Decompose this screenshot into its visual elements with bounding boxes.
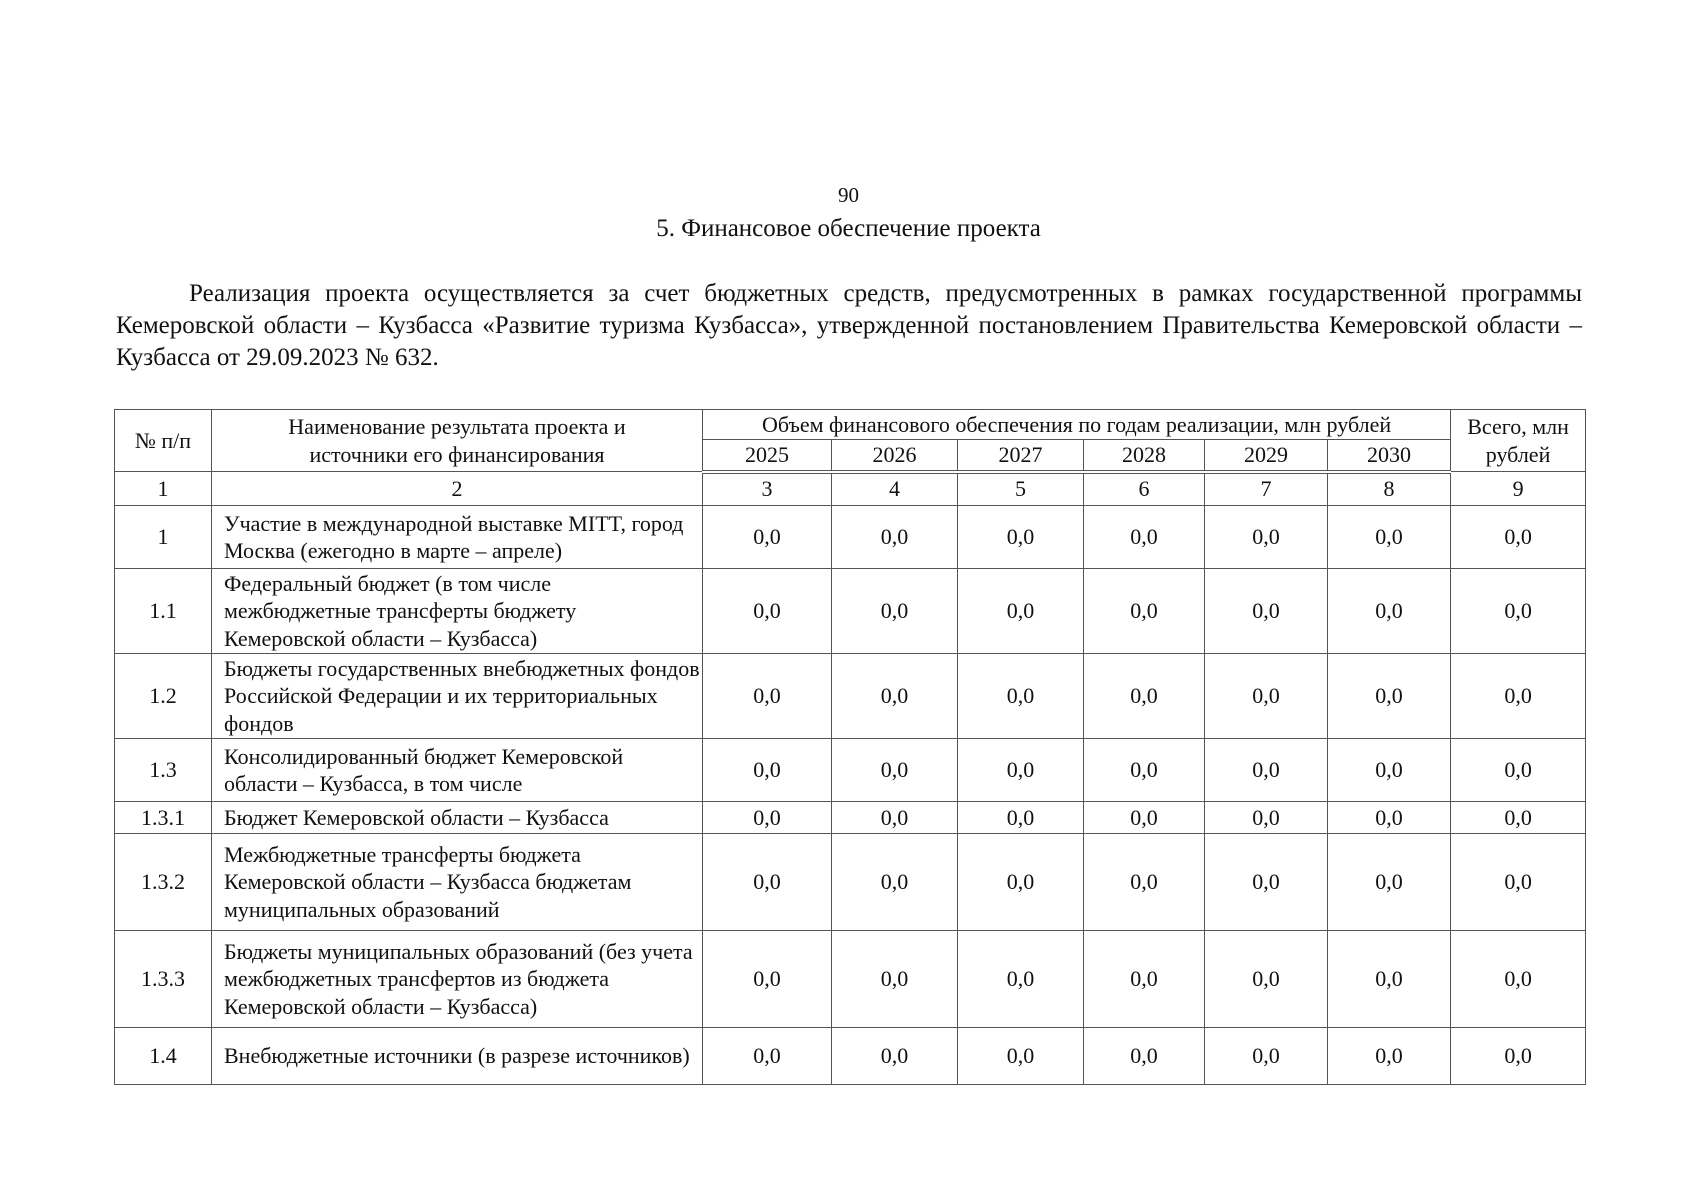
row-name: Консолидированный бюджет Кемеровской области – Кузбасса, в том числе	[212, 739, 703, 802]
row-number: 1.3.3	[115, 931, 212, 1028]
row-value: 0,0	[958, 802, 1084, 834]
row-value: 0,0	[703, 802, 832, 834]
header-num: № п/п	[115, 410, 212, 472]
row-total: 0,0	[1451, 569, 1586, 654]
table-row	[115, 739, 1586, 802]
financing-table	[114, 409, 1586, 1085]
row-value: 0,0	[1084, 802, 1205, 834]
row-value: 0,0	[958, 1028, 1084, 1085]
row-value: 0,0	[1205, 654, 1328, 739]
column-number-row	[115, 472, 1586, 506]
row-value: 0,0	[1205, 834, 1328, 931]
row-total: 0,0	[1451, 506, 1586, 569]
header-year: 2028	[1084, 440, 1205, 472]
row-total: 0,0	[1451, 1028, 1586, 1085]
table-row	[115, 654, 1586, 739]
header-year: 2025	[703, 440, 832, 472]
row-name: Внебюджетные источники (в разрезе источников)	[212, 1028, 703, 1085]
row-value: 0,0	[1328, 506, 1451, 569]
row-value: 0,0	[832, 654, 958, 739]
row-value: 0,0	[832, 506, 958, 569]
row-number: 1.3.1	[115, 802, 212, 834]
header-year: 2029	[1205, 440, 1328, 472]
column-number: 3	[703, 472, 832, 506]
row-value: 0,0	[958, 506, 1084, 569]
page-number: 90	[838, 183, 859, 207]
row-name: Участие в международной выставке MITT, город Москва (ежегодно в марте – апреле)	[212, 506, 703, 569]
row-value: 0,0	[832, 1028, 958, 1085]
table-row	[115, 834, 1586, 931]
row-number: 1.3	[115, 739, 212, 802]
row-value: 0,0	[958, 931, 1084, 1028]
row-total: 0,0	[1451, 931, 1586, 1028]
row-name: Федеральный бюджет (в том числе межбюджетные трансферты бюджету Кемеровской области – Кузбасса)	[212, 569, 703, 654]
header-name: Наименование результата проекта и источники его финансирования	[212, 410, 703, 472]
row-name: Бюджет Кемеровской области – Кузбасса	[212, 802, 703, 834]
row-value: 0,0	[832, 739, 958, 802]
row-name: Бюджеты государственных внебюджетных фондов Российской Федерации и их территориальных фондов	[212, 654, 703, 739]
row-value: 0,0	[1205, 802, 1328, 834]
row-value: 0,0	[1084, 1028, 1205, 1085]
row-value: 0,0	[1084, 654, 1205, 739]
row-number: 1.4	[115, 1028, 212, 1085]
row-value: 0,0	[1328, 569, 1451, 654]
row-value: 0,0	[1084, 569, 1205, 654]
row-value: 0,0	[958, 739, 1084, 802]
header-total: Всего, млн рублей	[1451, 410, 1586, 472]
section-title: 5. Финансовое обеспечение проекта	[656, 215, 1041, 242]
row-value: 0,0	[1084, 834, 1205, 931]
row-value: 0,0	[703, 834, 832, 931]
row-value: 0,0	[832, 802, 958, 834]
column-number: 4	[832, 472, 958, 506]
row-value: 0,0	[1084, 739, 1205, 802]
row-name: Бюджеты муниципальных образований (без учета межбюджетных трансфертов из бюджета Кемеровской области – Кузбасса)	[212, 931, 703, 1028]
row-value: 0,0	[1328, 931, 1451, 1028]
row-value: 0,0	[1328, 1028, 1451, 1085]
row-value: 0,0	[703, 569, 832, 654]
column-number: 6	[1084, 472, 1205, 506]
table-row	[115, 506, 1586, 569]
row-value: 0,0	[958, 654, 1084, 739]
row-value: 0,0	[958, 569, 1084, 654]
row-value: 0,0	[832, 569, 958, 654]
row-value: 0,0	[1084, 506, 1205, 569]
row-value: 0,0	[1328, 834, 1451, 931]
header-year: 2026	[832, 440, 958, 472]
column-number: 7	[1205, 472, 1328, 506]
row-value: 0,0	[1205, 506, 1328, 569]
header-year: 2027	[958, 440, 1084, 472]
row-value: 0,0	[832, 931, 958, 1028]
row-name: Межбюджетные трансферты бюджета Кемеровской области – Кузбасса бюджетам муниципальных образований	[212, 834, 703, 931]
row-value: 0,0	[958, 834, 1084, 931]
header-years-group: Объем финансового обеспечения по годам реализации, млн рублей	[703, 410, 1451, 440]
row-value: 0,0	[832, 834, 958, 931]
row-value: 0,0	[1328, 739, 1451, 802]
row-value: 0,0	[1205, 569, 1328, 654]
header-year: 2030	[1328, 440, 1451, 472]
column-number: 5	[958, 472, 1084, 506]
column-number: 9	[1451, 472, 1586, 506]
row-value: 0,0	[703, 931, 832, 1028]
row-total: 0,0	[1451, 739, 1586, 802]
row-value: 0,0	[703, 739, 832, 802]
row-value: 0,0	[703, 1028, 832, 1085]
column-number: 8	[1328, 472, 1451, 506]
row-value: 0,0	[1328, 654, 1451, 739]
column-number: 1	[115, 472, 212, 506]
row-value: 0,0	[1084, 931, 1205, 1028]
table-row	[115, 569, 1586, 654]
row-total: 0,0	[1451, 654, 1586, 739]
row-value: 0,0	[703, 506, 832, 569]
row-value: 0,0	[1205, 931, 1328, 1028]
row-number: 1	[115, 506, 212, 569]
column-number: 2	[212, 472, 703, 506]
row-total: 0,0	[1451, 834, 1586, 931]
row-number: 1.1	[115, 569, 212, 654]
row-value: 0,0	[1205, 739, 1328, 802]
table-row	[115, 802, 1586, 834]
row-number: 1.2	[115, 654, 212, 739]
row-total: 0,0	[1451, 802, 1586, 834]
header-row-top	[115, 410, 1586, 440]
table-row	[115, 931, 1586, 1028]
row-value: 0,0	[1205, 1028, 1328, 1085]
row-value: 0,0	[1328, 802, 1451, 834]
row-value: 0,0	[703, 654, 832, 739]
table-row	[115, 1028, 1586, 1085]
intro-paragraph: Реализация проекта осуществляется за счет бюджетных средств, предусмотренных в рамках государственной программы Кемеровской области – Кузбасса «Развитие туризма Кузбасса», утвержденной постановлением Правительства Кемеровской области – Кузбасса от 29.09.2023 № 632.	[116, 280, 1582, 371]
row-number: 1.3.2	[115, 834, 212, 931]
